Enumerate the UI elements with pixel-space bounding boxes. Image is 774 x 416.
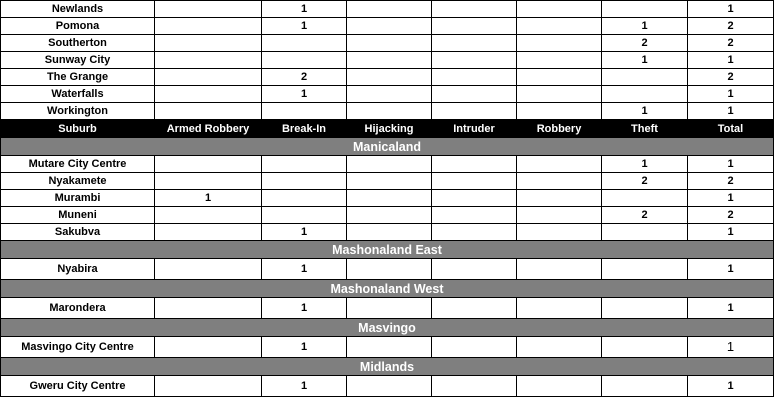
total-cell: 1 <box>688 1 774 18</box>
intruder-cell <box>432 259 517 280</box>
suburb-name-cell: Waterfalls <box>1 86 155 103</box>
theft-cell <box>602 86 688 103</box>
total-cell: 1 <box>688 259 774 280</box>
hijacking-cell <box>347 298 432 319</box>
armed-robbery-cell <box>155 337 262 358</box>
theft-cell <box>602 259 688 280</box>
armed-robbery-cell <box>155 52 262 69</box>
suburb-name-cell: Newlands <box>1 1 155 18</box>
column-header-robbery: Robbery <box>517 120 602 138</box>
robbery-cell <box>517 103 602 120</box>
region-header-row <box>1 319 774 337</box>
suburb-name-cell: Murambi <box>1 190 155 207</box>
total-cell: 1 <box>688 224 774 241</box>
theft-cell <box>602 298 688 319</box>
theft-cell <box>602 224 688 241</box>
region-header-row <box>1 280 774 298</box>
table-body <box>1 1 774 397</box>
break-in-cell: 1 <box>262 376 347 397</box>
column-header-intruder: Intruder <box>432 120 517 138</box>
hijacking-cell <box>347 337 432 358</box>
armed-robbery-cell: 1 <box>155 190 262 207</box>
intruder-cell <box>432 207 517 224</box>
suburb-name-cell: Marondera <box>1 298 155 319</box>
break-in-cell: 1 <box>262 18 347 35</box>
column-header-row <box>1 120 774 138</box>
suburb-name-cell: Muneni <box>1 207 155 224</box>
theft-cell <box>602 337 688 358</box>
region-title: Manicaland <box>1 138 774 156</box>
hijacking-cell <box>347 35 432 52</box>
armed-robbery-cell <box>155 86 262 103</box>
theft-cell: 1 <box>602 18 688 35</box>
break-in-cell: 1 <box>262 298 347 319</box>
column-header-hijacking: Hijacking <box>347 120 432 138</box>
table-row <box>1 18 774 35</box>
total-cell: 2 <box>688 35 774 52</box>
suburb-name-cell: Sakubva <box>1 224 155 241</box>
armed-robbery-cell <box>155 259 262 280</box>
break-in-cell: 1 <box>262 1 347 18</box>
suburb-name-cell: Nyabira <box>1 259 155 280</box>
total-cell: 1 <box>688 103 774 120</box>
total-cell: 1 <box>688 298 774 319</box>
intruder-cell <box>432 86 517 103</box>
suburb-name-cell: Southerton <box>1 35 155 52</box>
column-header-theft: Theft <box>602 120 688 138</box>
break-in-cell <box>262 103 347 120</box>
region-header-row <box>1 138 774 156</box>
theft-cell: 1 <box>602 103 688 120</box>
intruder-cell <box>432 52 517 69</box>
suburb-name-cell: Masvingo City Centre <box>1 337 155 358</box>
suburb-name-cell: The Grange <box>1 69 155 86</box>
total-cell: 1 <box>688 86 774 103</box>
intruder-cell <box>432 156 517 173</box>
theft-cell: 1 <box>602 156 688 173</box>
table-row <box>1 69 774 86</box>
hijacking-cell <box>347 173 432 190</box>
break-in-cell: 1 <box>262 86 347 103</box>
total-cell: 2 <box>688 18 774 35</box>
intruder-cell <box>432 18 517 35</box>
armed-robbery-cell <box>155 103 262 120</box>
hijacking-cell <box>347 259 432 280</box>
table-row <box>1 298 774 319</box>
intruder-cell <box>432 1 517 18</box>
break-in-cell <box>262 156 347 173</box>
armed-robbery-cell <box>155 224 262 241</box>
table-row <box>1 173 774 190</box>
theft-cell: 2 <box>602 173 688 190</box>
total-cell: 1 <box>688 52 774 69</box>
hijacking-cell <box>347 69 432 86</box>
suburb-name-cell: Sunway City <box>1 52 155 69</box>
break-in-cell <box>262 35 347 52</box>
intruder-cell <box>432 190 517 207</box>
robbery-cell <box>517 1 602 18</box>
robbery-cell <box>517 18 602 35</box>
hijacking-cell <box>347 376 432 397</box>
break-in-cell: 1 <box>262 224 347 241</box>
robbery-cell <box>517 35 602 52</box>
table-row <box>1 35 774 52</box>
intruder-cell <box>432 224 517 241</box>
region-header-row <box>1 358 774 376</box>
armed-robbery-cell <box>155 35 262 52</box>
robbery-cell <box>517 207 602 224</box>
total-cell: 1 <box>688 376 774 397</box>
theft-cell <box>602 190 688 207</box>
table-row <box>1 190 774 207</box>
total-cell: 2 <box>688 69 774 86</box>
break-in-cell: 2 <box>262 69 347 86</box>
break-in-cell <box>262 52 347 69</box>
table-row <box>1 156 774 173</box>
robbery-cell <box>517 86 602 103</box>
hijacking-cell <box>347 52 432 69</box>
intruder-cell <box>432 69 517 86</box>
theft-cell <box>602 376 688 397</box>
armed-robbery-cell <box>155 376 262 397</box>
robbery-cell <box>517 156 602 173</box>
table-row <box>1 207 774 224</box>
region-header-row <box>1 241 774 259</box>
robbery-cell <box>517 69 602 86</box>
break-in-cell <box>262 207 347 224</box>
region-title: Masvingo <box>1 319 774 337</box>
break-in-cell <box>262 190 347 207</box>
table-row <box>1 86 774 103</box>
robbery-cell <box>517 259 602 280</box>
robbery-cell <box>517 190 602 207</box>
table-row <box>1 376 774 397</box>
theft-cell: 2 <box>602 35 688 52</box>
theft-cell <box>602 1 688 18</box>
armed-robbery-cell <box>155 207 262 224</box>
column-header-suburb: Suburb <box>1 120 155 138</box>
armed-robbery-cell <box>155 156 262 173</box>
column-header-armed-robbery: Armed Robbery <box>155 120 262 138</box>
hijacking-cell <box>347 156 432 173</box>
break-in-cell <box>262 173 347 190</box>
region-title: Midlands <box>1 358 774 376</box>
total-cell: 2 <box>688 207 774 224</box>
intruder-cell <box>432 35 517 52</box>
robbery-cell <box>517 224 602 241</box>
robbery-cell <box>517 337 602 358</box>
armed-robbery-cell <box>155 1 262 18</box>
total-cell: 1 <box>688 337 774 358</box>
hijacking-cell <box>347 207 432 224</box>
robbery-cell <box>517 52 602 69</box>
intruder-cell <box>432 337 517 358</box>
robbery-cell <box>517 298 602 319</box>
region-title: Mashonaland East <box>1 241 774 259</box>
intruder-cell <box>432 298 517 319</box>
table-row <box>1 224 774 241</box>
theft-cell: 2 <box>602 207 688 224</box>
hijacking-cell <box>347 224 432 241</box>
hijacking-cell <box>347 190 432 207</box>
robbery-cell <box>517 173 602 190</box>
table-row <box>1 52 774 69</box>
theft-cell <box>602 69 688 86</box>
intruder-cell <box>432 173 517 190</box>
suburb-name-cell: Nyakamete <box>1 173 155 190</box>
intruder-cell <box>432 376 517 397</box>
hijacking-cell <box>347 1 432 18</box>
theft-cell: 1 <box>602 52 688 69</box>
table-row <box>1 103 774 120</box>
armed-robbery-cell <box>155 69 262 86</box>
table-row <box>1 337 774 358</box>
armed-robbery-cell <box>155 298 262 319</box>
table-row <box>1 1 774 18</box>
suburb-name-cell: Workington <box>1 103 155 120</box>
break-in-cell: 1 <box>262 337 347 358</box>
hijacking-cell <box>347 103 432 120</box>
hijacking-cell <box>347 18 432 35</box>
robbery-cell <box>517 376 602 397</box>
column-header-total: Total <box>688 120 774 138</box>
hijacking-cell <box>347 86 432 103</box>
total-cell: 1 <box>688 190 774 207</box>
intruder-cell <box>432 103 517 120</box>
total-cell: 1 <box>688 156 774 173</box>
column-header-break-in: Break-In <box>262 120 347 138</box>
total-cell: 2 <box>688 173 774 190</box>
suburb-name-cell: Gweru City Centre <box>1 376 155 397</box>
table-row <box>1 259 774 280</box>
break-in-cell: 1 <box>262 259 347 280</box>
region-title: Mashonaland West <box>1 280 774 298</box>
armed-robbery-cell <box>155 173 262 190</box>
suburb-name-cell: Pomona <box>1 18 155 35</box>
suburb-name-cell: Mutare City Centre <box>1 156 155 173</box>
armed-robbery-cell <box>155 18 262 35</box>
